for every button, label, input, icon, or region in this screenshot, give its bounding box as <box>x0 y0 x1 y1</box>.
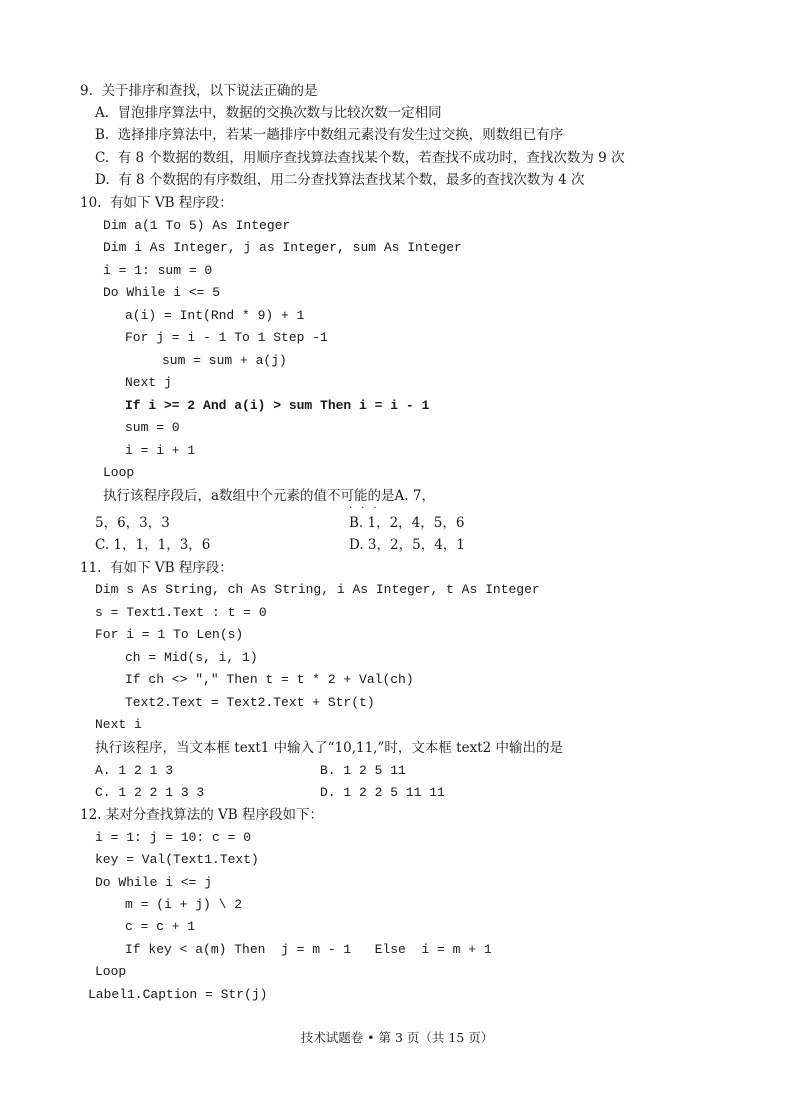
question-11-option-c: C. 1 2 2 1 3 3 <box>95 785 205 800</box>
question-10-option-b: B. 1，2，4，5，6 <box>349 515 465 531</box>
code-line: Do While i <= 5 <box>103 285 221 300</box>
question-10-option-a: 5，6，3，3 <box>95 515 170 531</box>
code-line: s = Text1.Text : t = 0 <box>95 605 267 620</box>
code-line: For i = 1 To Len(s) <box>95 627 244 642</box>
page-footer: 技术试题卷 • 第 3 页（共 15 页） <box>300 1030 494 1045</box>
code-line: ch = Mid(s, i, 1) <box>125 650 258 665</box>
code-line: i = 1: sum = 0 <box>103 263 213 278</box>
code-line: m = (i + j) \ 2 <box>125 897 243 912</box>
code-line: Dim a(1 To 5) As Integer <box>103 218 291 233</box>
question-12-stem: 12. 某对分查找算法的 VB 程序段如下： <box>80 807 324 823</box>
question-11-option-b: B. 1 2 5 11 <box>320 763 406 778</box>
code-line: If ch <> "," Then t = t * 2 + Val(ch) <box>125 672 414 687</box>
question-9-option-c: C. 有 8 个数据的数组，用顺序查找算法查找某个数，若查找不成功时，查找次数为 9 次 <box>95 150 625 166</box>
question-10-question: 执行该程序段后，a数组中个元素的值不可能的是A. 7， <box>103 488 435 504</box>
question-9-option-b: B. 选择排序算法中，若某一趟排序中数组元素没有发生过交换，则数组已有序 <box>95 127 564 143</box>
code-line: key = Val(Text1.Text) <box>95 852 259 867</box>
code-line: Do While i <= j <box>95 875 213 890</box>
code-line: i = 1: j = 10: c = 0 <box>95 830 252 845</box>
code-line: Label1.Caption = Str(j) <box>88 987 268 1002</box>
code-line: Loop <box>95 964 127 979</box>
question-11-option-a: A. 1 2 1 3 <box>95 763 174 778</box>
question-11-option-d: D. 1 2 2 5 11 11 <box>320 785 445 800</box>
code-line: a(i) = Int(Rnd * 9) + 1 <box>125 308 305 323</box>
question-9-stem: 9. 关于排序和查找，以下说法正确的是 <box>80 83 318 99</box>
question-10-stem: 10. 有如下 VB 程序段： <box>80 195 233 211</box>
code-line: i = i + 1 <box>125 443 196 458</box>
question-9-option-a: A. 冒泡排序算法中，数据的交换次数与比较次数一定相同 <box>95 105 442 121</box>
code-line: For j = i - 1 To 1 Step -1 <box>125 330 328 345</box>
code-line: c = c + 1 <box>125 919 196 934</box>
code-line: If key < a(m) Then j = m - 1 Else i = m + 1 <box>125 942 492 957</box>
code-line: Dim i As Integer, j as Integer, sum As Integer <box>103 240 462 255</box>
emphasis-dots: ··· <box>349 503 386 514</box>
code-line: Next i <box>95 717 142 732</box>
question-10-option-c: C. 1，1，1，3，6 <box>95 537 211 553</box>
code-line: Next j <box>125 375 172 390</box>
question-11-stem: 11. 有如下 VB 程序段： <box>80 560 233 576</box>
code-line-bold: If i >= 2 And a(i) > sum Then i = i - 1 <box>125 398 430 413</box>
question-9-option-d: D. 有 8 个数据的有序数组，用二分查找算法查找某个数，最多的查找次数为 4 次 <box>95 172 585 188</box>
question-11-question: 执行该程序，当文本框 text1 中输入了“10,11,”时，文本框 text2 中输出的是 <box>95 740 563 756</box>
code-line: Loop <box>103 465 135 480</box>
code-line: Text2.Text = Text2.Text + Str(t) <box>125 695 375 710</box>
question-10-option-d: D. 3，2，5，4，1 <box>349 537 465 553</box>
code-line: sum = sum + a(j) <box>162 353 287 368</box>
code-line: sum = 0 <box>125 420 180 435</box>
code-line: Dim s As String, ch As String, i As Integer, t As Integer <box>95 582 540 597</box>
